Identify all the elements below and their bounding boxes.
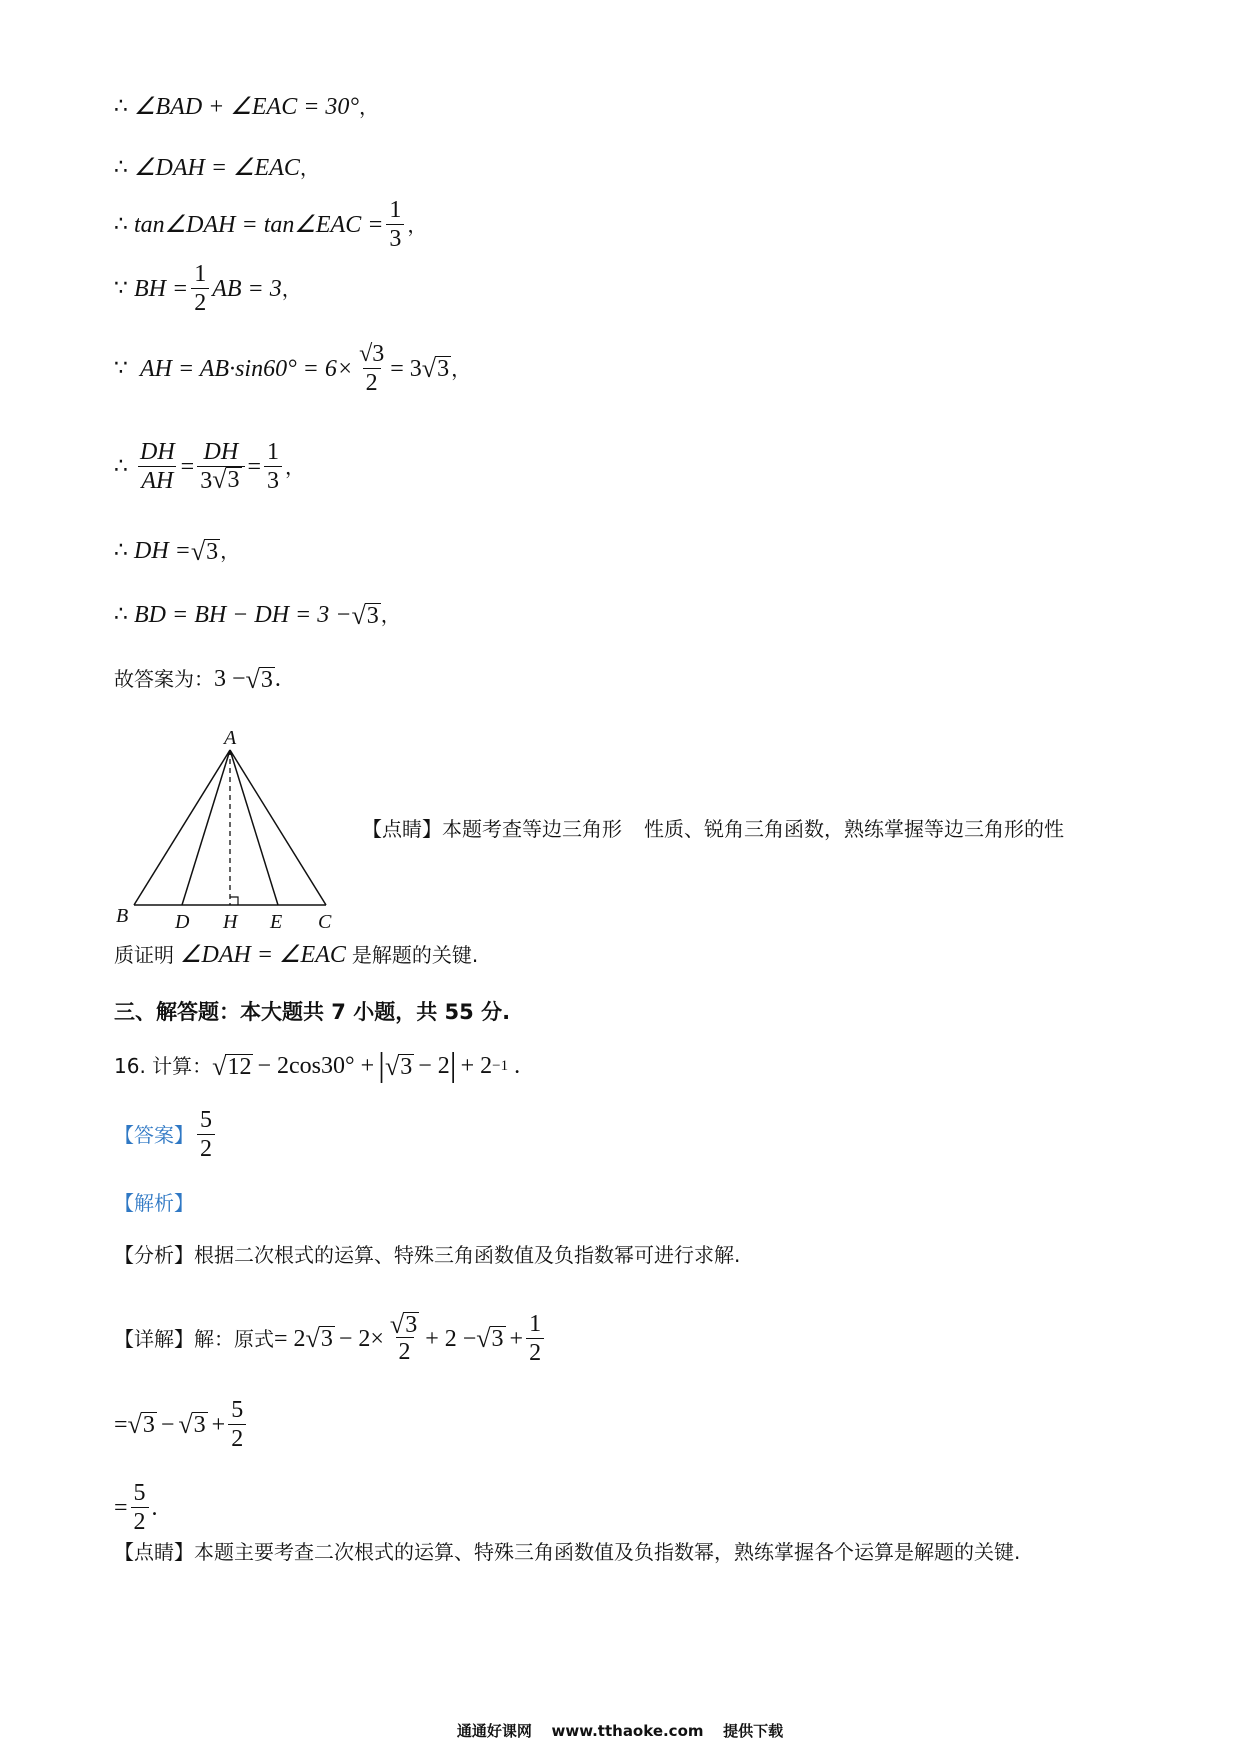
numerator: 5: [200, 1107, 212, 1133]
punctuation: ，: [359, 95, 379, 119]
solution-line-2: [114, 1396, 249, 1453]
question-label: 16. 计算：: [114, 1054, 213, 1078]
denominator: 3: [386, 224, 404, 253]
denominator: 2: [363, 368, 381, 397]
equation-lhs: BD = BH − DH = 3 −: [134, 602, 352, 628]
equals-sign: =: [114, 1494, 128, 1521]
plus-sign: +: [211, 1411, 226, 1438]
comment-text: 【点睛】本题考查等边三角形: [362, 817, 622, 841]
numerator: 5: [133, 1480, 146, 1506]
therefore-symbol: ∴: [114, 602, 128, 627]
expression: − 2×: [338, 1325, 384, 1352]
fraction: [526, 1310, 544, 1367]
numerator: 1: [194, 261, 207, 287]
label-b: B: [116, 905, 129, 927]
punctuation: ，: [281, 276, 302, 301]
right-angle-mark: [230, 897, 238, 905]
square-root: √ 3: [351, 600, 379, 630]
radicand: 3: [405, 1311, 418, 1338]
fraction: [191, 260, 209, 317]
comment-text: 【点睛】本题主要考查二次根式的运算、特殊三角函数值及负指数幂，熟练掌握各个运算是解题的关键.: [114, 1540, 1021, 1564]
answer-line: [114, 1106, 218, 1163]
fraction: [131, 1479, 149, 1536]
equation-lhs: DH =: [134, 538, 191, 564]
denominator: AH: [138, 466, 176, 495]
solution-line-3: [114, 1479, 158, 1536]
numerator: √ 3: [389, 1309, 418, 1339]
numerator: DH: [140, 439, 175, 465]
footer-site-name: 通通好课网: [456, 1722, 532, 1740]
denominator: 3: [264, 466, 282, 495]
therefore-symbol: ∴: [114, 211, 128, 237]
denominator: 2: [396, 1337, 414, 1366]
answer-label: 【答案】: [114, 1122, 194, 1147]
because-symbol: ∵: [114, 275, 128, 301]
radicand: 3: [142, 1412, 155, 1438]
numerator: 1: [529, 1311, 542, 1337]
page-footer: [0, 1720, 1240, 1741]
radicand: 3: [437, 356, 450, 382]
expression: + 2 −: [425, 1325, 477, 1352]
equation-lhs: AH = AB·sin60° = 6×: [140, 355, 354, 382]
analysis-text-line: [114, 1239, 740, 1271]
segment-ad: [182, 750, 230, 905]
fraction: [137, 438, 178, 495]
punctuation: ，: [299, 156, 320, 180]
numerator: 5: [231, 1397, 244, 1423]
equation: ∠BAD + ∠EAC = 30°: [134, 94, 359, 120]
fraction: [264, 438, 282, 495]
fraction: [228, 1396, 246, 1453]
punctuation: .: [151, 1494, 158, 1521]
exponent: −1: [492, 1058, 509, 1074]
radicand: 3: [366, 602, 379, 629]
comment-text: 性质、锐角三角函数，熟练掌握等边三角形的性: [644, 817, 1064, 841]
step-line-8: [114, 599, 401, 631]
comment-text: 是解题的关键.: [351, 943, 479, 967]
square-root: √ 3: [190, 536, 219, 566]
equation: ∠DAH = ∠EAC: [134, 155, 300, 181]
expression: = 2: [274, 1325, 306, 1352]
radicand: 3: [206, 538, 219, 565]
label-e: E: [270, 911, 283, 933]
punctuation: .: [514, 1053, 521, 1079]
analysis-label: 【解析】: [114, 1191, 194, 1215]
step-line-6: [114, 438, 305, 495]
step-line-4: [114, 260, 302, 317]
solution-line-1: [114, 1310, 547, 1367]
answer-expression: 3 −: [214, 666, 246, 692]
equals-sign: =: [114, 1411, 128, 1438]
punctuation: ，: [451, 356, 472, 381]
equation-rhs: = 3: [390, 355, 422, 382]
analysis-text: 【分析】根据二次根式的运算、特殊三角函数值及负指数幂可进行求解.: [114, 1243, 741, 1267]
equation-rhs: AB = 3: [212, 275, 282, 302]
label-h: H: [223, 911, 238, 933]
equals-sign: =: [180, 453, 195, 480]
coefficient: 3: [200, 468, 213, 494]
therefore-symbol: ∴: [114, 155, 128, 180]
fraction: [387, 1309, 422, 1366]
radicand: 3: [227, 467, 240, 493]
fraction: [356, 340, 387, 397]
radicand: 3: [400, 1053, 413, 1080]
punctuation: ，: [285, 454, 306, 479]
expression: − 2cos30° +: [257, 1053, 375, 1079]
denominator: 2: [526, 1338, 544, 1367]
fraction: [386, 196, 404, 253]
denominator: 3 √ 3: [197, 466, 244, 495]
analysis-line: [114, 1187, 194, 1219]
comment-text: 质证明: [114, 943, 174, 967]
comment-line-2: [114, 939, 478, 971]
punctuation: ，: [380, 603, 401, 627]
equation: tan∠DAH = tan∠EAC =: [134, 211, 384, 238]
side-ac: [230, 750, 326, 905]
equals-sign: =: [247, 453, 262, 480]
final-answer-line: [114, 663, 281, 695]
denominator: 2: [191, 288, 209, 317]
abs-bar-right: |: [449, 1047, 457, 1084]
numerator: 1: [267, 439, 280, 465]
question-16: [114, 1047, 521, 1084]
abs-bar-left: |: [378, 1047, 385, 1084]
square-root: √ 3: [305, 1324, 333, 1353]
square-root: √ 3: [178, 1410, 206, 1439]
segment-ae: [230, 750, 278, 905]
because-symbol: ∵: [114, 355, 128, 381]
therefore-symbol: ∴: [114, 538, 128, 563]
side-ab: [134, 750, 230, 905]
radicand: 3: [260, 666, 273, 693]
answer-label: 故答案为：: [114, 667, 214, 691]
punctuation: ，: [220, 539, 241, 563]
step-line-3: [114, 196, 427, 253]
expression: + 2: [460, 1053, 493, 1079]
footer-download-text: 提供下载: [723, 1722, 784, 1740]
section-title: 三、解答题：本大题共 7 小题，共 55 分.: [114, 1000, 511, 1024]
denominator: 2: [228, 1424, 246, 1453]
comment-line-1: [362, 813, 1064, 845]
step-line-5: [114, 340, 471, 397]
punctuation: ，: [407, 212, 428, 237]
square-root: √ 3: [384, 1051, 413, 1081]
label-c: C: [318, 911, 332, 933]
square-root: √ 12: [212, 1051, 252, 1081]
radicand: 3: [193, 1412, 206, 1438]
numerator: √3: [359, 341, 385, 367]
therefore-symbol: ∴: [114, 94, 128, 119]
footer-url[interactable]: www.tthaoke.com: [551, 1722, 704, 1740]
radicand: 3: [491, 1326, 504, 1352]
equation: ∠DAH = ∠EAC: [180, 942, 346, 968]
expression: − 2: [418, 1053, 450, 1079]
punctuation: .: [274, 666, 281, 692]
square-root: √ 3: [476, 1324, 504, 1353]
expression: +: [509, 1325, 524, 1352]
minus-sign: −: [160, 1411, 175, 1438]
square-root: √ 3: [127, 1410, 155, 1439]
radicand: 12: [227, 1053, 252, 1080]
square-root: √ 3: [421, 354, 450, 383]
fraction: [197, 438, 244, 495]
square-root: √ 3: [245, 664, 273, 694]
step-line-7: [114, 535, 240, 567]
triangle-figure: [110, 720, 350, 940]
step-line-2: [114, 152, 320, 184]
equation-lhs: BH =: [134, 275, 189, 302]
step-line-1: [114, 91, 379, 123]
comment-line-3: [114, 1536, 1020, 1568]
therefore-symbol: ∴: [114, 453, 128, 479]
solution-label: 【详解】解：原式: [114, 1326, 274, 1351]
numerator: 1: [389, 197, 402, 223]
denominator: 2: [131, 1507, 149, 1536]
label-d: D: [175, 911, 190, 933]
denominator: 2: [197, 1134, 215, 1163]
radicand: 3: [320, 1326, 333, 1352]
section-heading: [114, 996, 510, 1028]
label-a: A: [224, 727, 237, 749]
numerator: DH: [203, 439, 239, 465]
answer-fraction: [197, 1106, 215, 1163]
